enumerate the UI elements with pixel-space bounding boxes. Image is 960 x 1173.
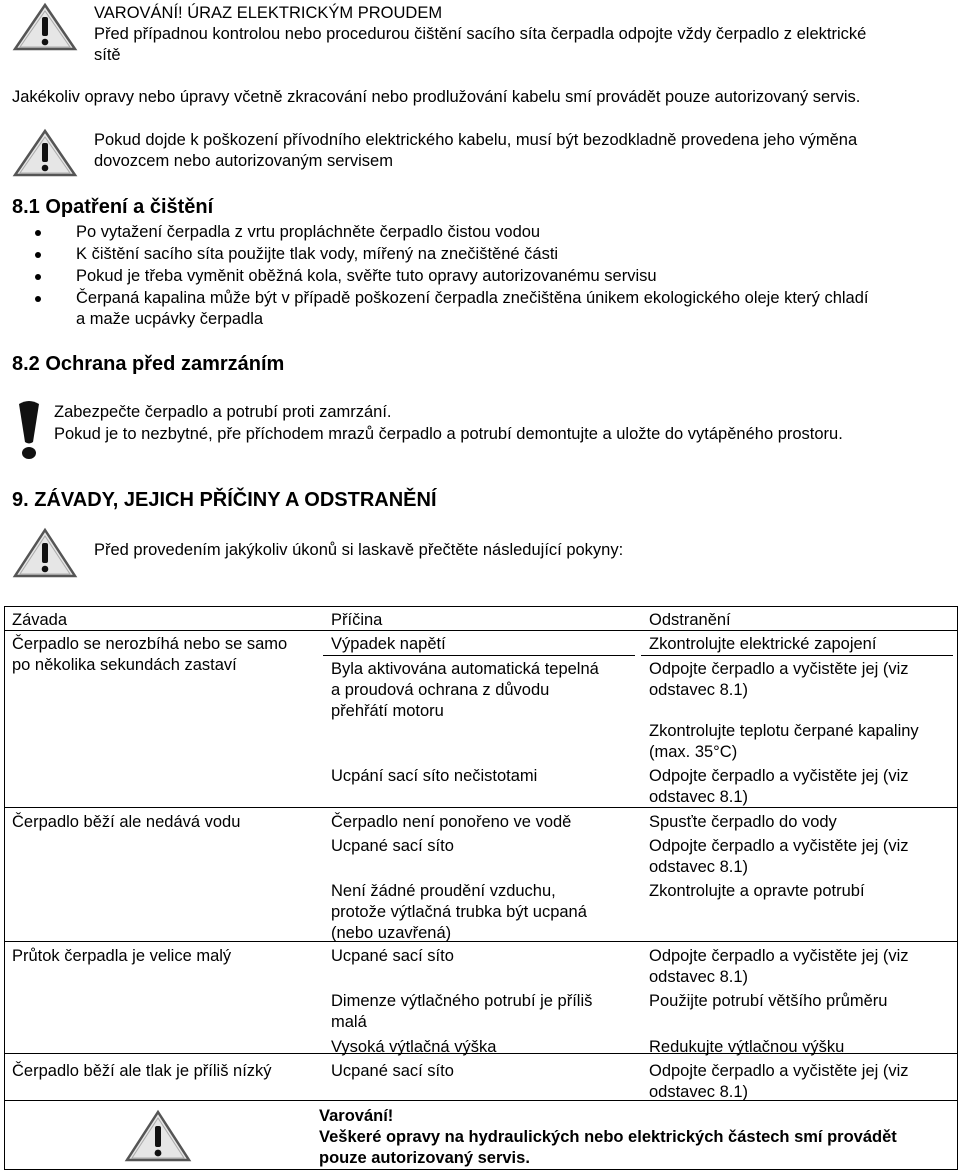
table-rule xyxy=(5,807,957,808)
table-header-fault: Závada xyxy=(12,611,68,629)
list-item: K čištění sacího síta použijte tlak vody, mířený na znečištěné části xyxy=(12,244,868,265)
fault-table xyxy=(4,606,958,1170)
fault-2: Čerpadlo běží ale nedává vodu xyxy=(12,813,241,831)
remedy-2-line2: odstavec 8.1) xyxy=(649,681,749,699)
cause-6-line2: protože výtlačná trubka být ucpaná xyxy=(331,903,587,921)
list-item-continuation: a maže ucpávky čerpadla xyxy=(76,310,264,328)
cause-2-line1: Byla aktivována automatická tepelná xyxy=(331,660,599,678)
table-rule xyxy=(5,941,957,942)
warning-triangle-icon xyxy=(12,128,78,178)
remedy-4-line2: odstavec 8.1) xyxy=(649,788,749,806)
list-item: Čerpaná kapalina může být v případě poškození čerpadla znečištěna únikem ekologického oleje který chladí xyxy=(12,288,868,309)
section-8-2-heading: 8.2 Ochrana před zamrzáním xyxy=(12,353,285,375)
final-warning-line1: Veškeré opravy na hydraulických nebo elektrických částech smí provádět xyxy=(319,1128,897,1146)
remedy-6-line2: odstavec 8.1) xyxy=(649,858,749,876)
cause-3: Ucpání sací síto nečistotami xyxy=(331,767,538,785)
bullet-dot-icon xyxy=(35,296,41,302)
section-8-1-list xyxy=(12,222,868,330)
section-8-1-heading: 8.1 Opatření a čištění xyxy=(12,196,214,218)
remedy-11-line2: odstavec 8.1) xyxy=(649,1083,749,1101)
warning1-line2: sítě xyxy=(94,46,121,64)
table-subrule xyxy=(641,655,953,656)
cause-10: Ucpané sací síto xyxy=(331,1062,454,1080)
table-rule xyxy=(5,630,957,631)
table-subrule xyxy=(323,655,635,656)
warning-triangle-icon xyxy=(12,527,78,579)
cause-2-line2: a proudová ochrana z důvodu xyxy=(331,681,550,699)
fault-3: Průtok čerpadla je velice malý xyxy=(12,947,232,965)
warning1-line1: Před případnou kontrolou nebo procedurou čištění sacího síta čerpadla odpojte vždy čerpadlo z elektrické xyxy=(94,25,867,43)
warning2-line1: Pokud dojde k poškození přívodního elektrického kabelu, musí být bezodkladně provedena jeho výměna xyxy=(94,131,858,149)
warning-triangle-icon xyxy=(123,1109,193,1163)
section-9-heading: 9. ZÁVADY, JEJICH PŘÍČINY A ODSTRANĚNÍ xyxy=(12,489,437,511)
remedy-5: Spusťte čerpadlo do vody xyxy=(649,813,837,831)
warning1-title: VAROVÁNÍ! ÚRAZ ELEKTRICKÝM PROUDEM xyxy=(94,4,443,22)
fault-4: Čerpadlo běží ale tlak je příliš nízký xyxy=(12,1062,272,1080)
exclamation-icon xyxy=(14,398,44,462)
remedy-8-line2: odstavec 8.1) xyxy=(649,968,749,986)
cause-6-line1: Není žádné proudění vzduchu, xyxy=(331,882,556,900)
warning-triangle-icon xyxy=(12,2,78,52)
fault-1-line1: Čerpadlo se nerozbíhá nebo se samo xyxy=(12,635,288,653)
cause-1: Výpadek napětí xyxy=(331,635,446,653)
final-warning-line2: pouze autorizovaný servis. xyxy=(319,1149,530,1167)
remedy-6-line1: Odpojte čerpadlo a vyčistěte jej (viz xyxy=(649,837,909,855)
warning2-line2: dovozcem nebo autorizovaným servisem xyxy=(94,152,393,170)
remedy-2-line1: Odpojte čerpadlo a vyčistěte jej (viz xyxy=(649,660,909,678)
bullet-dot-icon xyxy=(35,230,41,236)
section-9-intro: Před provedením jakýkoliv úkonů si laskavě přečtěte následující pokyny: xyxy=(94,541,624,559)
cause-8-line1: Dimenze výtlačného potrubí je příliš xyxy=(331,992,593,1010)
bullet-dot-icon xyxy=(35,252,41,258)
final-warning-title: Varování! xyxy=(319,1107,394,1125)
cause-5: Ucpané sací síto xyxy=(331,837,454,855)
repair-note: Jakékoliv opravy nebo úpravy včetně zkracování nebo prodlužování kabelu smí provádět pouze autorizovaný servis. xyxy=(12,88,861,106)
table-header-remedy: Odstranění xyxy=(649,611,731,629)
cause-9: Vysoká výtlačná výška xyxy=(331,1038,497,1056)
list-item: Po vytažení čerpadla z vrtu propláchněte čerpadlo čistou vodou xyxy=(12,222,868,243)
cause-6-line3: (nebo uzavřená) xyxy=(331,924,452,942)
remedy-3-line2: (max. 35°C) xyxy=(649,743,738,761)
remedy-4-line1: Odpojte čerpadlo a vyčistěte jej (viz xyxy=(649,767,909,785)
remedy-11-line1: Odpojte čerpadlo a vyčistěte jej (viz xyxy=(649,1062,909,1080)
remedy-9: Použijte potrubí většího průměru xyxy=(649,992,888,1010)
remedy-10: Redukujte výtlačnou výšku xyxy=(649,1038,845,1056)
remedy-1: Zkontrolujte elektrické zapojení xyxy=(649,635,877,653)
table-rule xyxy=(5,1100,957,1101)
cause-2-line3: přehřátí motoru xyxy=(331,702,444,720)
cause-8-line2: malá xyxy=(331,1013,367,1031)
table-header-cause: Příčina xyxy=(331,611,383,629)
frost-line1: Zabezpečte čerpadlo a potrubí proti zamrzání. xyxy=(54,403,392,421)
frost-line2: Pokud je to nezbytné, pře příchodem mrazů čerpadlo a potrubí demontujte a uložte do vytápěného prostoru. xyxy=(54,425,843,443)
remedy-3-line1: Zkontrolujte teplotu čerpané kapaliny xyxy=(649,722,919,740)
list-item: Pokud je třeba vyměnit oběžná kola, svěřte tuto opravy autorizovanému servisu xyxy=(12,266,868,287)
fault-1-line2: po několika sekundách zastaví xyxy=(12,656,237,674)
bullet-dot-icon xyxy=(35,274,41,280)
cause-4: Čerpadlo není ponořeno ve vodě xyxy=(331,813,572,831)
cause-7: Ucpané sací síto xyxy=(331,947,454,965)
remedy-8-line1: Odpojte čerpadlo a vyčistěte jej (viz xyxy=(649,947,909,965)
remedy-7: Zkontrolujte a opravte potrubí xyxy=(649,882,865,900)
